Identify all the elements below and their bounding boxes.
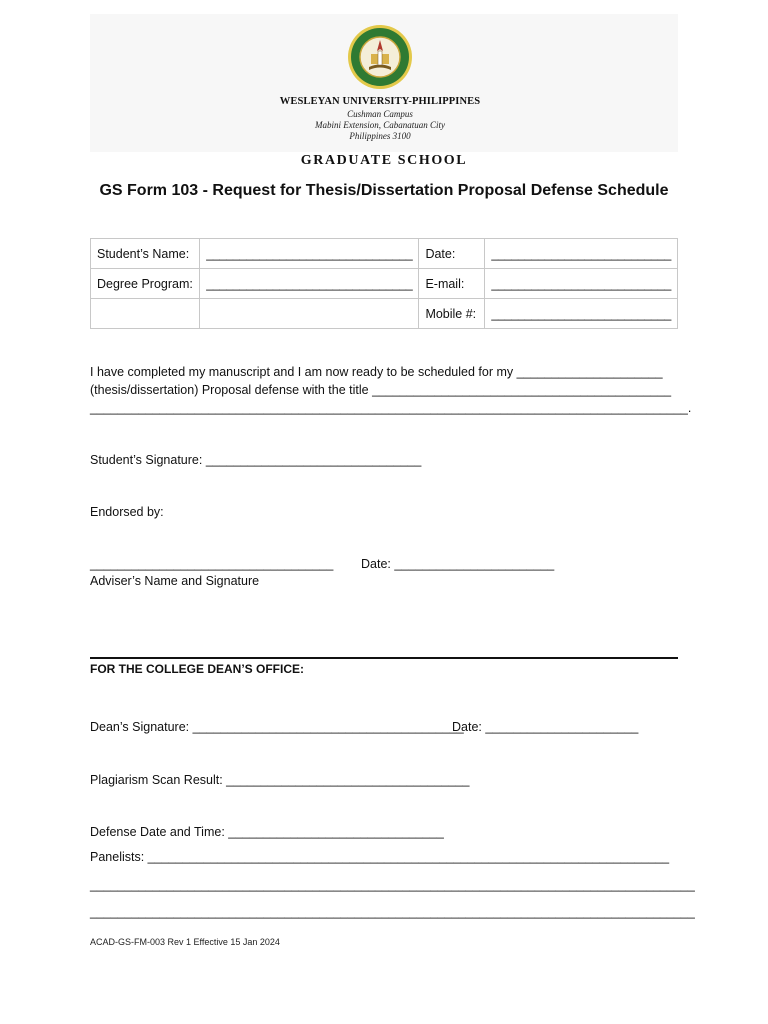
campus-address: Mabini Extension, Cabanatuan City	[315, 120, 445, 130]
degree-program-field[interactable]	[200, 269, 419, 299]
campus-country: Philippines 3100	[349, 131, 411, 141]
statement-line-3: ______________________________________________________________________________________.	[90, 401, 692, 415]
section-divider	[90, 657, 678, 659]
adviser-date-field[interactable]: Date: _______________________	[361, 557, 555, 571]
mobile-field[interactable]	[485, 299, 678, 329]
university-name: WESLEYAN UNIVERSITY-PHILIPPINES	[279, 96, 481, 107]
mobile-label: Mobile #:	[419, 299, 485, 329]
date-field[interactable]	[485, 239, 678, 269]
email-field[interactable]	[485, 269, 678, 299]
statement-line-1: I have completed my manuscript and I am now ready to be scheduled for my _____________________	[90, 365, 663, 379]
endorsed-by-label: Endorsed by:	[90, 505, 164, 519]
dean-signature-field[interactable]: Dean’s Signature: _______________________________________	[90, 720, 464, 734]
student-name-blank: _______________________________	[206, 246, 413, 261]
email-blank: ___________________________	[491, 276, 671, 291]
degree-program-blank: _______________________________	[206, 276, 413, 291]
form-title: GS Form 103 - Request for Thesis/Dissertation Proposal Defense Schedule	[99, 182, 669, 199]
university-seal-logo	[347, 24, 413, 90]
empty-cell	[91, 299, 200, 329]
dean-office-heading: FOR THE COLLEGE DEAN’S OFFICE:	[90, 662, 305, 676]
table-row	[91, 269, 678, 299]
dean-date-field[interactable]: Date: ______________________	[452, 720, 639, 734]
degree-program-label: Degree Program:	[91, 269, 200, 299]
adviser-caption: Adviser’s Name and Signature	[90, 574, 260, 588]
student-name-field[interactable]	[200, 239, 419, 269]
mobile-blank: ___________________________	[491, 306, 671, 321]
adviser-signature-line[interactable]: ___________________________________	[90, 557, 334, 571]
campus-name: Cushman Campus	[347, 109, 413, 119]
student-name-label: Student’s Name:	[91, 239, 200, 269]
empty-cell	[200, 299, 419, 329]
panelists-field[interactable]: Panelists: ___________________________________________________________________________	[90, 850, 670, 864]
date-blank: ___________________________	[491, 246, 671, 261]
email-label: E-mail:	[419, 269, 485, 299]
student-signature-field[interactable]: Student’s Signature: _______________________________	[90, 453, 422, 467]
school-name: GRADUATE SCHOOL	[300, 153, 468, 168]
student-info-table	[90, 238, 678, 329]
defense-date-time-field[interactable]: Defense Date and Time: _______________________________	[90, 825, 444, 839]
panelists-line-3[interactable]: _______________________________________________________________________________________	[90, 905, 695, 919]
form-code-footer: ACAD-GS-FM-003 Rev 1 Effective 15 Jan 2024	[90, 937, 280, 947]
panelists-line-2[interactable]: _______________________________________________________________________________________	[90, 878, 695, 892]
table-row	[91, 299, 678, 329]
table-row	[91, 239, 678, 269]
date-label: Date:	[419, 239, 485, 269]
statement-line-2: (thesis/dissertation) Proposal defense with the title ___________________________________________	[90, 383, 672, 397]
plagiarism-result-field[interactable]: Plagiarism Scan Result: ___________________________________	[90, 773, 470, 787]
